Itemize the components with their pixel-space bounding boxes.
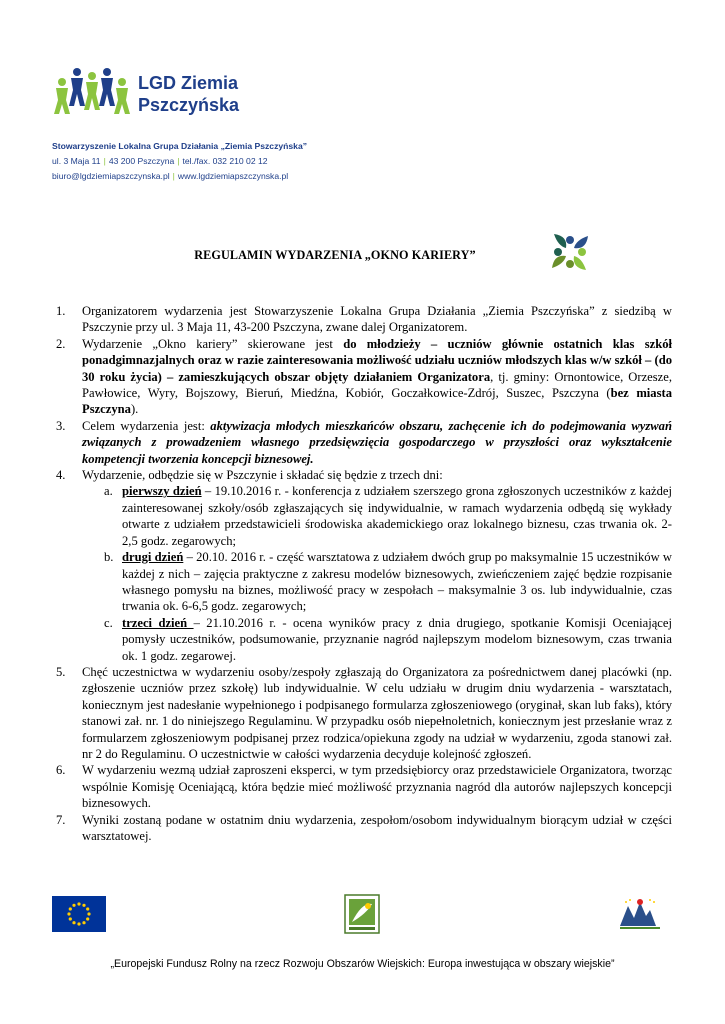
org-phone: tel./fax. 032 210 02 12: [182, 156, 268, 166]
org-address-line: [52, 154, 472, 169]
list-item: [52, 812, 672, 845]
page-title: REGULAMIN WYDARZENIA „OKNO KARIERY”: [194, 248, 476, 262]
org-email[interactable]: biuro@lgdziemiapszczynska.pl: [52, 171, 170, 181]
org-city: 43 200 Pszczyna: [108, 156, 175, 166]
regulation-list: [52, 303, 672, 844]
item-text: Wyniki zostaną podane w ostatnim dniu wydarzenia, zespołom/osobom indywidualnym biorącym udział w części warsztatowej.: [82, 812, 672, 843]
list-item: [52, 303, 672, 336]
footer-text: „Europejski Fundusz Rolny na rzecz Rozwoju Obszarów Wiejskich: Europa inwestująca w obszary wiejskie”: [110, 958, 615, 970]
list-item: [52, 336, 672, 418]
list-item: [52, 762, 672, 811]
lgd-logo-figures-icon: [52, 66, 132, 122]
item-number: 3.: [56, 418, 66, 433]
day-label: pierwszy dzień: [122, 484, 202, 499]
logo-text: [138, 72, 239, 116]
day-list: [82, 483, 672, 663]
org-name: Stowarzyszenie Lokalna Grupa Działania „Ziemia Pszczyńska”: [52, 141, 308, 151]
lgd-logo: [52, 66, 312, 126]
item-text-bold-italic: aktywizacja młodych mieszkańców obszaru, zachęcenie ich do podejmowania wyzwań związanych z prowadzeniem własnego przedsięwzięcia gospodarczego w przyszłości oraz wykształcenie kompetencji tworzenia koncepcji biznesowej.: [82, 418, 672, 466]
item-text: Wydarzenie, odbędzie się w Pszczynie i składać się będzie z trzech dni:: [82, 468, 443, 483]
day-letter: c.: [104, 615, 113, 630]
prow-logo-icon: [616, 896, 664, 934]
item-text: Wydarzenie „Okno kariery” skierowane jest: [82, 336, 344, 351]
org-contact-line: [52, 169, 472, 184]
org-address: ul. 3 Maja 11: [52, 156, 101, 166]
separator: |: [103, 156, 106, 166]
list-item: [52, 467, 672, 664]
item-text: W wydarzeniu wezmą udział zaproszeni eksperci, w tym przedsiębiorcy oraz przedstawiciele Organizatora, tworząc wspólnie Komisję Oceniającą, która będzie mieć możliwość przyznania nagród dla autorów najlepszych koncepcji biznesowych.: [82, 763, 672, 811]
item-text: ).: [130, 402, 139, 417]
item-text-bold: do młodzieży – uczniów głównie ostatnich klas szkół ponadgimnazjalnych oraz w razie zainteresowania możliwość udziału uczniów młodszych klas w/w szkół – (do 30 roku życia) – zamieszkujących obszar objęty działaniem Organizatora: [82, 336, 672, 384]
item-text: , tj. gminy: Ornontowice, Orzesze, Pawłowice, Wyry, Bojszowy, Bieruń, Miedźna, Kobiór, Goczałkowice-Zdrój, Suszec, Pszczyna (: [82, 369, 673, 401]
logo-line-2: Pszczyńska: [138, 95, 240, 115]
leader-logo-icon: [344, 894, 380, 934]
item-text: Celem wydarzenia jest:: [82, 418, 211, 433]
item-number: 1.: [56, 304, 66, 318]
list-item: [52, 664, 672, 762]
item-number: 5.: [56, 664, 66, 679]
day-text: – 19.10.2016 r. - konferencja z udziałem szerszego grona zgłoszonych uczestników z każdej zainteresowanej szkoły/osób zgłaszających się indywidualnie, w ramach wydarzenia odbędą się wykłady otwarte z udziałem przedstawicieli środowiska akademickiego oraz lokalnego biznesu, czas trwania ok. 2-2,5 godz. zegarowych;: [122, 484, 672, 548]
separator: |: [177, 156, 180, 166]
day-letter: a.: [104, 484, 113, 499]
day-letter: b.: [104, 550, 114, 565]
org-info: [52, 139, 472, 184]
item-number: 4.: [56, 468, 66, 483]
separator: |: [172, 171, 175, 181]
okno-kariery-logo-icon: [548, 230, 592, 274]
org-website[interactable]: www.lgdziemiapszczynska.pl: [177, 171, 289, 181]
day-text: – 20.10. 2016 r. - część warsztatowa z udziałem dwóch grup po maksymalnie 15 uczestników w każdej z nich – zajęcia praktyczne z zakresu modelów biznesowych, zwieńczeniem zajęć będzie rozpisanie własnego pomysłu na biznes, możliwość pracy w zespołach – maksymalnie 3 os. lub indywidualnie, czas trwania ok. 6-6,5 godz. zegarowych;: [122, 550, 672, 614]
item-text: Organizatorem wydarzenia jest Stowarzyszenie Lokalna Grupa Działania „Ziemia Pszczyńska” z siedzibą w Pszczynie przy ul. 3 Maja 11, 43-200 Pszczyna, zwane dalej Organizatorem.: [82, 304, 672, 335]
list-item: [52, 418, 672, 467]
day-label: trzeci dzień: [122, 615, 194, 630]
logo-line-1: LGD Ziemia: [138, 73, 239, 93]
item-text-bold: bez miasta Pszczyna: [82, 386, 672, 417]
item-number: 6.: [56, 763, 66, 778]
item-number: 7.: [56, 812, 66, 827]
day-text: – 21.10.2016 r. - ocena wyników pracy z dnia drugiego, spotkanie Komisji Oceniającej pomysły uczestników, podsumowanie, przyznanie nagród najlepszym modelom biznesowym, czas trwania ok. 1 godz. zegarowej.: [122, 615, 672, 663]
item-number: 2.: [56, 336, 66, 351]
day-item: [82, 549, 672, 615]
day-label: drugi dzień: [122, 550, 184, 565]
day-item: [82, 615, 672, 664]
day-item: [82, 483, 672, 549]
item-text: Chęć uczestnictwa w wydarzeniu osoby/zespoły zgłaszają do Organizatora za pośrednictwem danej placówki (np. zgłoszenie uczniów przez szkołę) lub indywidualnie. W celu udziału w drugim dniu wydarzenia - warsztatach, koniecznym jest nadesłanie wypełnionego i podpisanego formularza zgłoszeniowego (oryginał, skan lub faks), który stanowi zał. nr. 1 do niniejszego Regulaminu. W przypadku osób niepełnoletnich, koniecznym jest przesłanie wraz z formularzem zgłoszeniowym podpisanej przez rodzica/opiekuna zgody na udział w wydarzeniu, zgoda stanowi zał. nr 2 do Regulaminu. O uczestnictwie w całości wydarzenia decyduje kolejność zgłoszeń.: [82, 664, 672, 761]
eu-flag-icon: [52, 896, 106, 932]
